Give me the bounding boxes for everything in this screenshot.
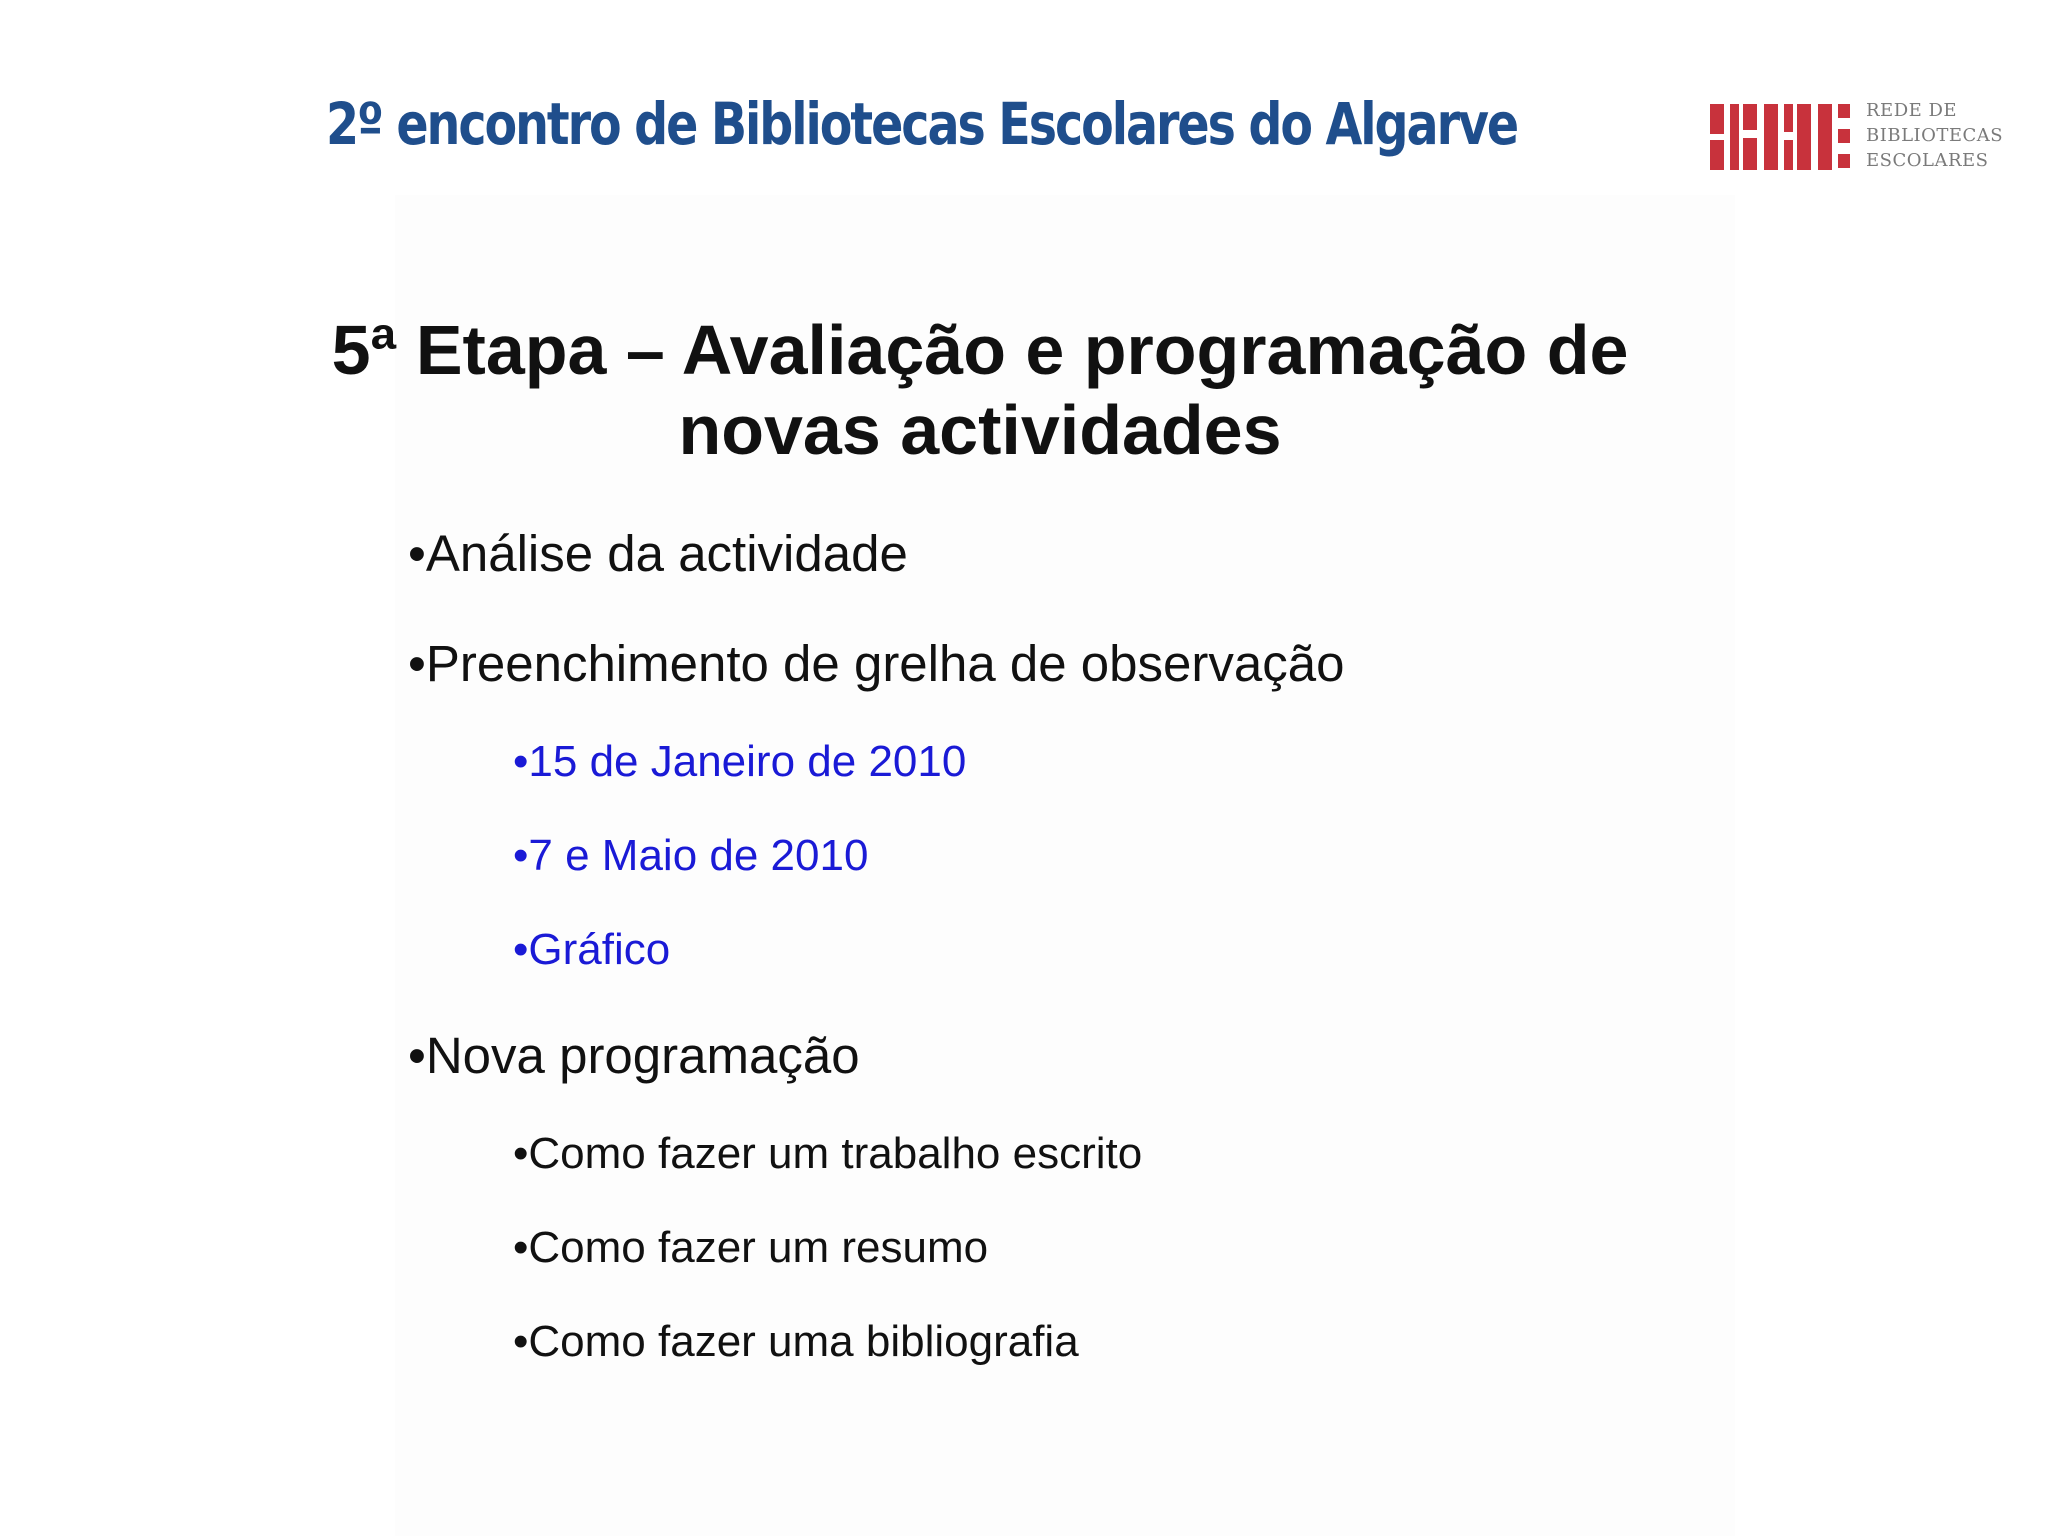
logo-text-line: ESCOLARES: [1866, 150, 1989, 171]
slide-title: [300, 310, 1660, 470]
bullet-item: •Análise da actividade: [408, 525, 908, 582]
sub-bullet-item: •Como fazer um resumo: [513, 1223, 989, 1272]
logo-text-line: BIBLIOTECAS: [1866, 125, 2004, 146]
sub-bullet-link[interactable]: •Gráfico: [513, 925, 671, 974]
logo-text-line: REDE DE: [1866, 100, 1958, 121]
bullet-item: •Nova programação: [408, 1027, 860, 1084]
header-title: 2º encontro de Bibliotecas Escolares do Algarve: [326, 90, 1518, 158]
slide-title-line-1: 5ª Etapa – Avaliação e programação de: [331, 311, 1629, 389]
rbe-logo-mark-icon: [1708, 98, 1858, 174]
rbe-logo: [1708, 98, 2014, 174]
sub-bullet-link[interactable]: •7 e Maio de 2010: [513, 831, 869, 880]
sub-bullet-link[interactable]: •15 de Janeiro de 2010: [513, 737, 967, 786]
sub-bullet-item: •Como fazer um trabalho escrito: [513, 1129, 1143, 1178]
sub-bullet-item: •Como fazer uma bibliografia: [513, 1317, 1079, 1366]
logo-text: [1866, 98, 2003, 173]
bullet-item: •Preenchimento de grelha de observação: [408, 635, 1345, 692]
slide-title-line-2: novas actividades: [678, 391, 1282, 469]
